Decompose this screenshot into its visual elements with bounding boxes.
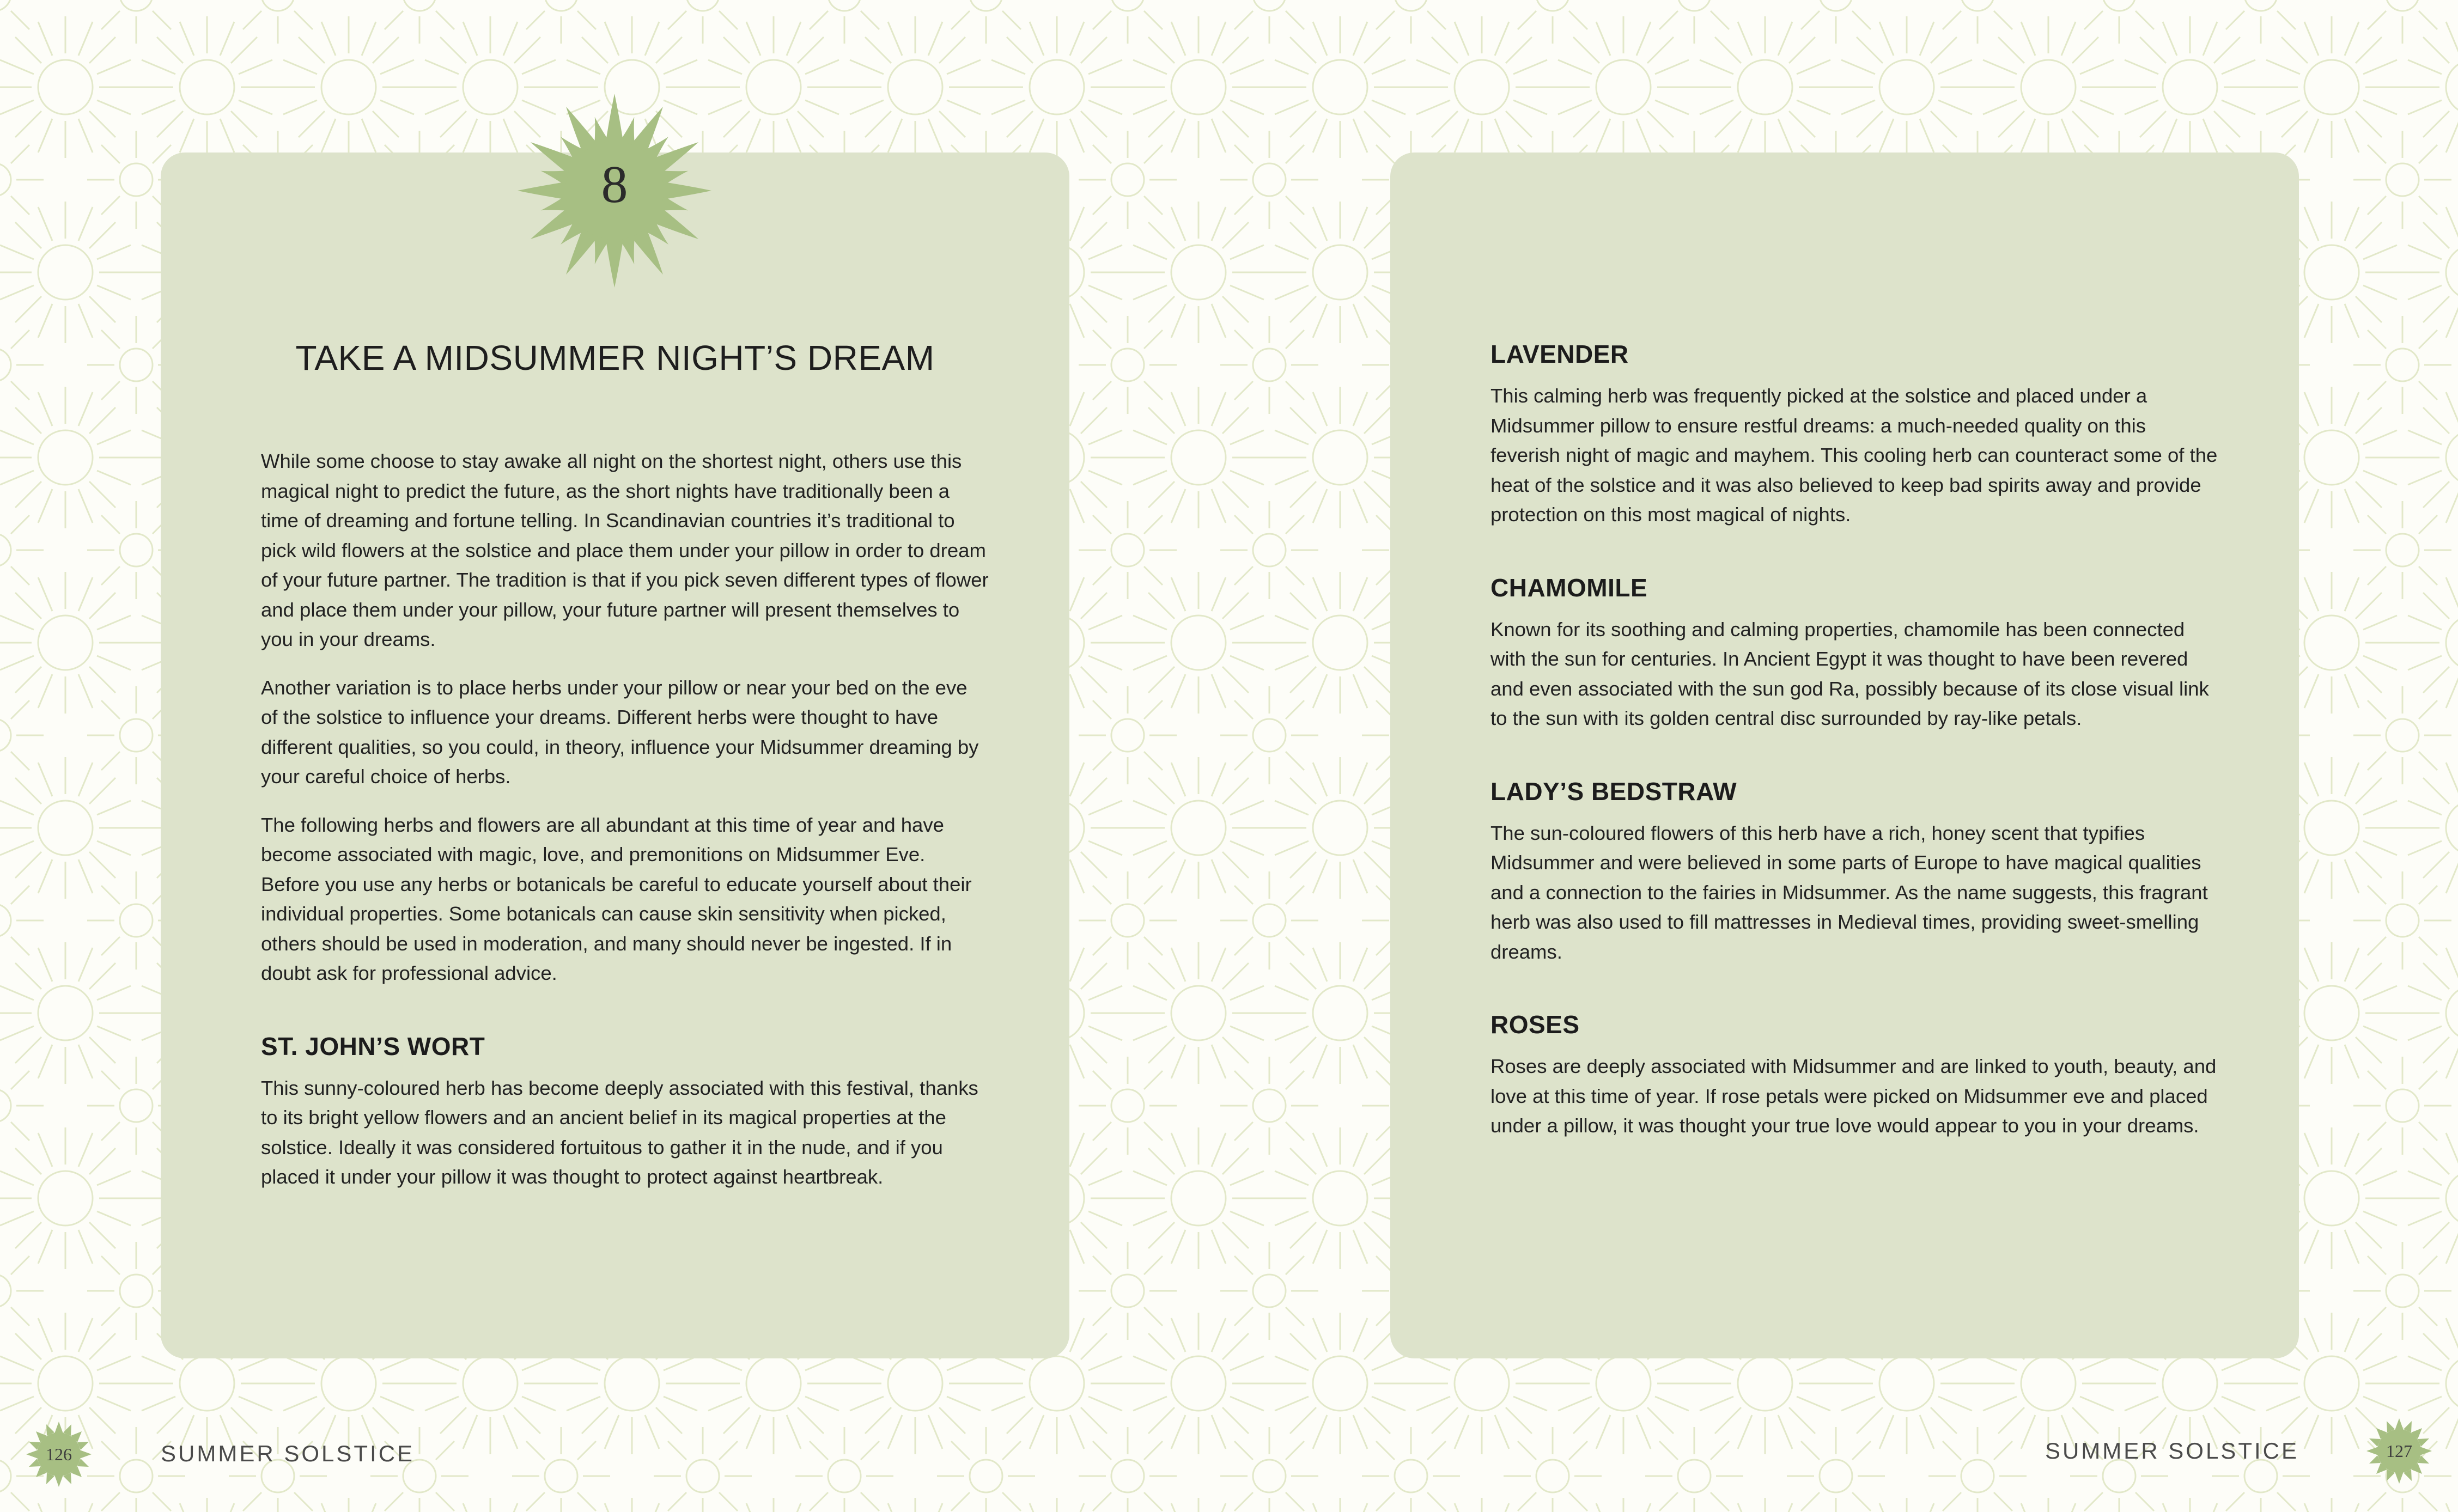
step-number: 8 — [601, 155, 628, 214]
section-heading-st-johns-wort: ST. JOHN’S WORT — [261, 1032, 485, 1060]
section-heading-chamomile: CHAMOMILE — [1490, 573, 1648, 602]
left-page-body — [261, 447, 989, 1211]
section-text-lavender: This calming herb was frequently picked at the solstice and placed under a Midsummer pillow to ensure restful dreams: a much-needed quality on this feverish night of magic and mayhem. This cooling herb can counteract some of the heat of the solstice and it was also believed to keep bad spirits away and provide protection on this most magical of nights. — [1490, 385, 2218, 526]
herb-caution-paragraph: The following herbs and flowers are all abundant at this time of year and have become associated with magic, love, and premonitions on Midsummer Eve. Before you use any herbs or botanicals be careful to educate yourself about their individual properties. Some botanicals can cause skin sensitivity when picked, others should be used in moderation, and many should never be ingested. If in doubt ask for professional advice. — [261, 813, 972, 984]
herb-variation-paragraph: Another variation is to place herbs under your pillow or near your bed on the eve of the solstice to influence your dreams. Different herbs were thought to have different qualities, so you could, in theory, influence your Midsummer dreaming by your careful choice of herbs. — [261, 676, 979, 788]
running-footer-right: SUMMER SOLSTICE — [2045, 1438, 2299, 1464]
section-heading-ladys-bedstraw: LADY’S BEDSTRAW — [1490, 777, 1737, 806]
right-page-body — [1490, 338, 2218, 1160]
section-heading-lavender: LAVENDER — [1490, 340, 1629, 368]
section-text-st-johns-wort: This sunny-coloured herb has become deeply associated with this festival, thanks to its bright yellow flowers and an ancient belief in its magical properties at the solstice. Ideally it was considered fortuitous to gather it in the nude, and if you placed it under your pillow it was thought to protect against heartbreak. — [261, 1076, 978, 1188]
page-number-left: 126 — [46, 1444, 72, 1464]
section-text-roses: Roses are deeply associated with Midsummer and are linked to youth, beauty, and love at this time of year. If rose petals were picked on Midsummer eve and placed under a pillow, it was thought your true love would appear to you in your dreams. — [1490, 1055, 2217, 1137]
section-text-chamomile: Known for its soothing and calming properties, chamomile has been connected with the sun for centuries. In Ancient Egypt it was thought to have been revered and even associated with the sun god Ra, possibly because of its close visual link to the sun with its golden central disc surrounded by ray-like petals. — [1490, 618, 2209, 729]
page-title: TAKE A MIDSUMMER NIGHT’S DREAM — [295, 338, 935, 377]
section-heading-roses: ROSES — [1490, 1010, 1580, 1039]
intro-paragraph: While some choose to stay awake all night on the shortest night, others use this magical night to predict the future, as the short nights have traditionally been a time of dreaming and fortune telling. In Scandinavian countries it’s traditional to pick wild flowers at the solstice and place them under your pillow in order to dream of your future partner. The tradition is that if you pick seven different types of flower and place them under your pillow, your future partner will present themselves to you in your dreams. — [261, 450, 989, 650]
section-text-ladys-bedstraw: The sun-coloured flowers of this herb have a rich, honey scent that typifies Midsummer and were believed in some parts of Europe to have magical qualities and a connection to the fairies in Midsummer. As the name suggests, this fragrant herb was also used to fill mattresses in Medieval times, providing sweet-smelling dreams. — [1490, 821, 2208, 963]
running-footer-left: SUMMER SOLSTICE — [161, 1441, 415, 1466]
page-number-right: 127 — [2386, 1441, 2412, 1461]
